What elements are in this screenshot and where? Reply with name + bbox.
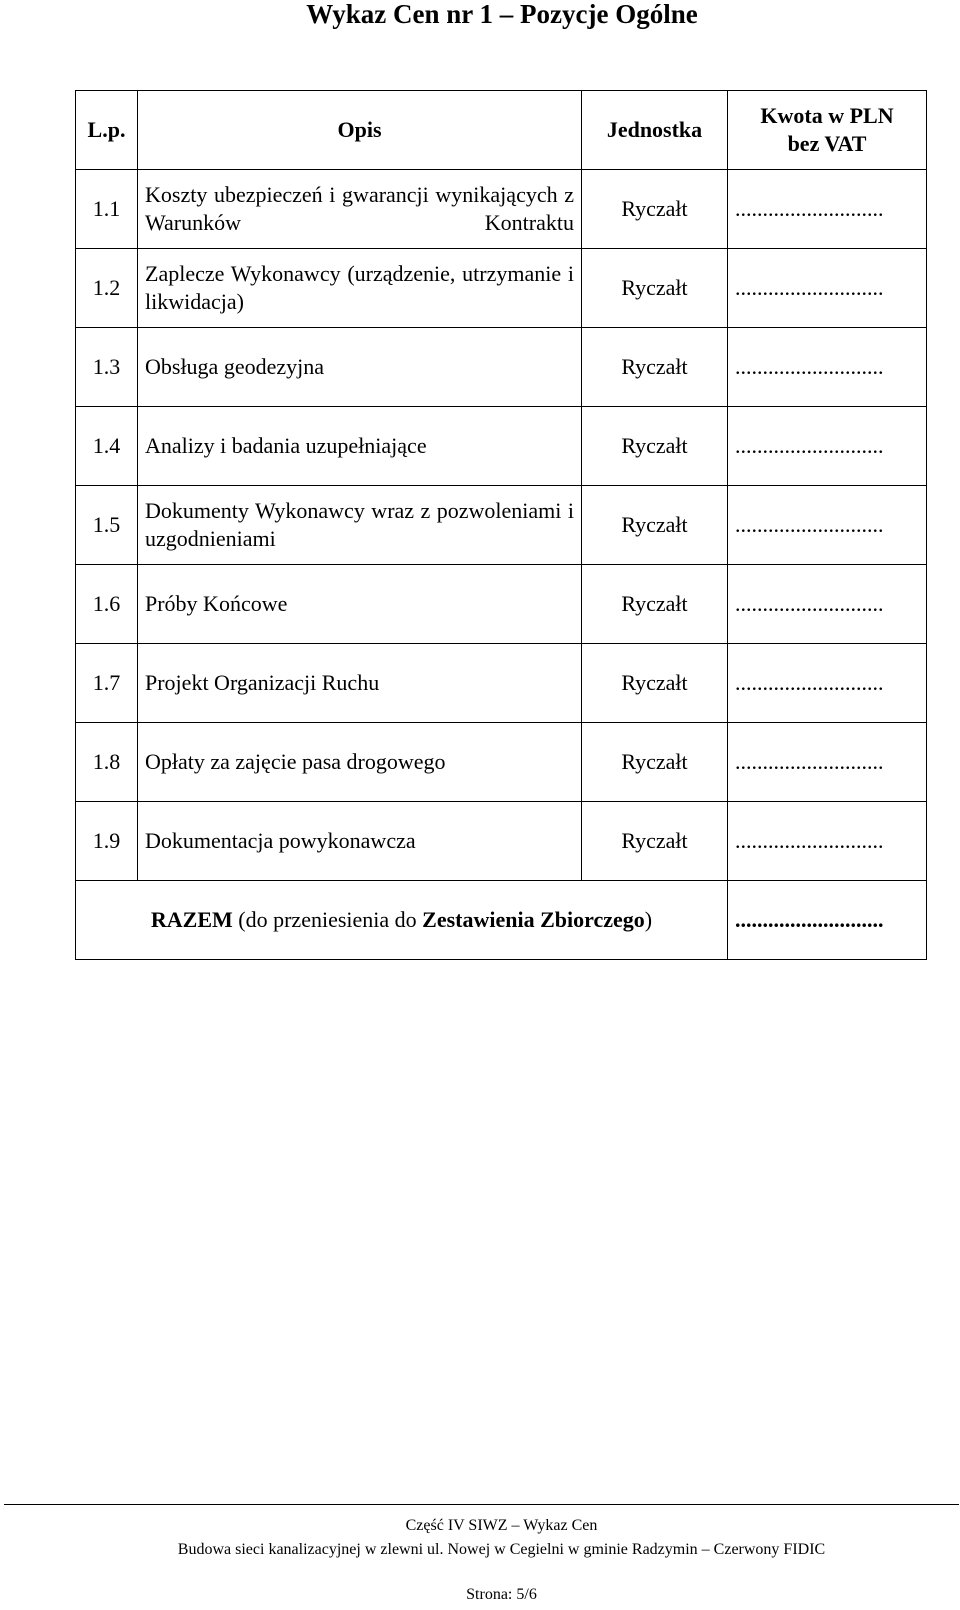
row-description: Obsługa geodezyjna <box>138 328 582 407</box>
table-row <box>76 644 927 723</box>
total-amount: ........................... <box>728 881 927 960</box>
row-lp: 1.5 <box>76 486 138 565</box>
table-row <box>76 328 927 407</box>
total-label-bold2: Zestawienia Zbiorczego <box>422 907 645 932</box>
row-description: Dokumenty Wykonawcy wraz z pozwoleniami i uzgodnieniami <box>138 486 582 565</box>
row-unit: Ryczałt <box>582 486 728 565</box>
table-row <box>76 407 927 486</box>
total-label-end: ) <box>644 907 653 932</box>
footer-project: Budowa sieci kanalizacyjnej w zlewni ul. Nowej w Cegielni w gminie Radzymin – Czerwony FIDIC <box>177 1541 826 1558</box>
price-table <box>75 90 927 960</box>
total-label-mid: (do przeniesienia do <box>232 907 423 932</box>
header-description: Opis <box>138 91 582 170</box>
header-lp: L.p. <box>76 91 138 170</box>
row-amount: ........................... <box>728 565 927 644</box>
row-unit: Ryczałt <box>582 249 728 328</box>
row-lp: 1.1 <box>76 170 138 249</box>
row-unit: Ryczałt <box>582 723 728 802</box>
table-row <box>76 723 927 802</box>
table-row <box>76 565 927 644</box>
row-lp: 1.8 <box>76 723 138 802</box>
row-description: Opłaty za zajęcie pasa drogowego <box>138 723 582 802</box>
row-unit: Ryczałt <box>582 565 728 644</box>
total-label-bold1: RAZEM <box>150 907 233 932</box>
header-amount-line2: bez VAT <box>787 131 867 156</box>
row-description: Zaplecze Wykonawcy (urządzenie, utrzymanie i likwidacja) <box>138 249 582 328</box>
row-lp: 1.4 <box>76 407 138 486</box>
row-description: Koszty ubezpieczeń i gwarancji wynikających z Warunków Kontraktu <box>138 170 582 249</box>
row-description: Dokumentacja powykonawcza <box>138 802 582 881</box>
row-amount: ........................... <box>728 802 927 881</box>
row-lp: 1.2 <box>76 249 138 328</box>
document-title: Wykaz Cen nr 1 – Pozycje Ogólne <box>306 0 698 29</box>
table-row <box>76 170 927 249</box>
row-lp: 1.9 <box>76 802 138 881</box>
row-amount: ........................... <box>728 328 927 407</box>
total-row <box>76 881 927 960</box>
header-amount <box>728 91 927 170</box>
row-description: Próby Końcowe <box>138 565 582 644</box>
total-label <box>76 881 728 960</box>
table-row <box>76 486 927 565</box>
table-header-row <box>76 91 927 170</box>
footer-divider <box>4 1504 959 1505</box>
row-amount: ........................... <box>728 407 927 486</box>
row-amount: ........................... <box>728 486 927 565</box>
footer-section: Część IV SIWZ – Wykaz Cen <box>405 1517 598 1534</box>
row-amount: ........................... <box>728 170 927 249</box>
row-unit: Ryczałt <box>582 170 728 249</box>
row-amount: ........................... <box>728 723 927 802</box>
header-unit: Jednostka <box>582 91 728 170</box>
header-amount-line1: Kwota w PLN <box>760 103 894 128</box>
row-unit: Ryczałt <box>582 407 728 486</box>
row-unit: Ryczałt <box>582 644 728 723</box>
row-lp: 1.3 <box>76 328 138 407</box>
page-number: Strona: 5/6 <box>466 1586 537 1603</box>
row-lp: 1.6 <box>76 565 138 644</box>
row-lp: 1.7 <box>76 644 138 723</box>
table-row <box>76 249 927 328</box>
row-unit: Ryczałt <box>582 328 728 407</box>
row-amount: ........................... <box>728 644 927 723</box>
row-amount: ........................... <box>728 249 927 328</box>
row-unit: Ryczałt <box>582 802 728 881</box>
row-description: Projekt Organizacji Ruchu <box>138 644 582 723</box>
table-row <box>76 802 927 881</box>
row-description: Analizy i badania uzupełniające <box>138 407 582 486</box>
